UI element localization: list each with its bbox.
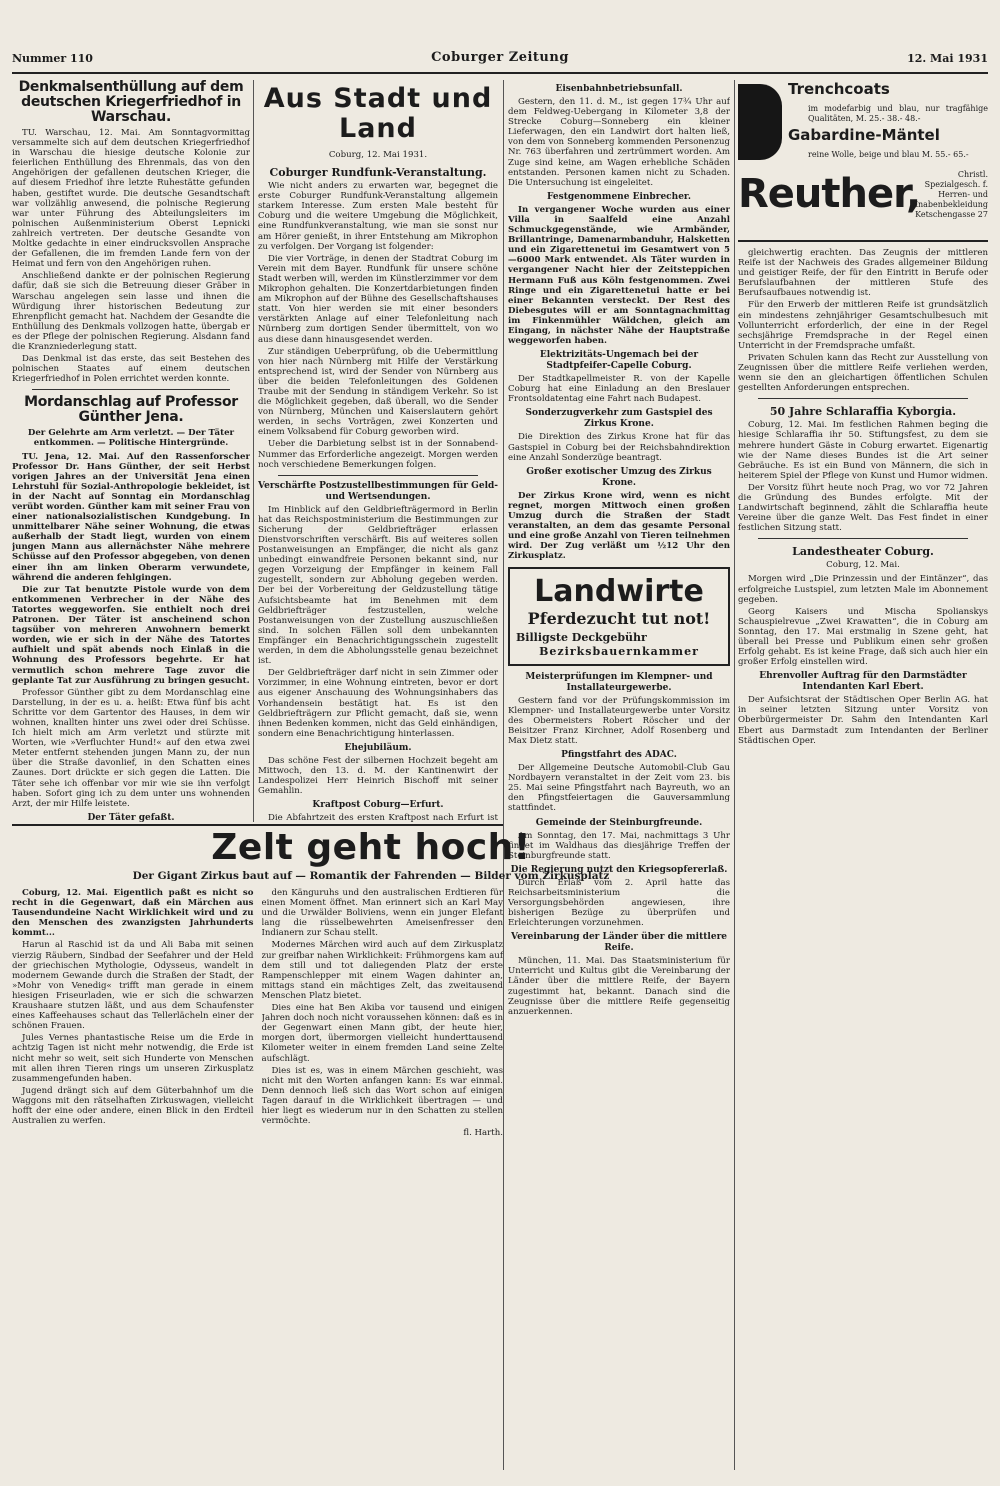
article-paragraph: Der Aufsichtsrat der Städtischen Oper Berlin AG. hat in seiner letzten Sitzung unter Vorsitz von Oberbürgermeister Dr. Sahm den Intendanten Karl Ebert aus Darmstadt zum Intendanten der Berliner Städtischen Oper.	[738, 695, 988, 746]
ad-sponsor: Bezirksbauernkammer	[539, 645, 699, 659]
article-paragraph: TU. Jena, 12. Mai. Auf den Rassenforscher Professor Dr. Hans Günther, der seit Herbst vorigen Jahres an der Universität Jena einen Lehrstuhl für Sozial-Anthropologie bekleidet, ist in der Nacht auf Sonntag ein Mordanschlag verübt worden. Günther kam mit seiner Frau von einer nationalsozialistischen Kundgebung. In unmittelbarer Nähe seiner Wohnung, die etwas außerhalb der Stadt liegt, wurden von einem jungen Mann aus allernächster Nähe mehrere Schüsse auf den Professor abgegeben, von denen einer ihn am linken Oberarm verwundete, während die anderen fehlgingen.	[12, 451, 250, 583]
article-headline: 50 Jahre Schlaraffia Kyborgia.	[769, 405, 957, 419]
feature-article-zirkus	[12, 828, 730, 1468]
article-paragraph: Durch Erlaß vom 2. April hatte das Reichsarbeitsministerium die Versorgungsbehörden angewiesen, ihre bisherigen Bezüge zu überprüfen und Erleichterungen vorzunehmen.	[508, 877, 730, 929]
article-paragraph: Georg Kaisers und Mischa Spolianskys Schauspielrevue „Zwei Krawatten“, die in Coburg am Sonntag, den 17. Mai erstmalig in Szene geht, hat überall bei Presse und Publikum einen sehr großen Erfolg gehabt. Es ist keine Frage, daß sich auch hier ein großer Erfolg einstellen wird.	[738, 606, 988, 668]
article-paragraph: gleichwertig erachten. Das Zeugnis der mittleren Reife ist der Nachweis des Grades allgemeiner Bildung und geistiger Reife, der für den Eintritt in Berufe oder Berufslaufbahnen der mittleren Stufe des Berufsaufbaues notwendig ist.	[738, 248, 988, 299]
article-paragraph: Für den Erwerb der mittleren Reife ist grundsätzlich ein mindestens zehnjähriger Gesamtschulbesuch mit Vollunterricht erforderlich, der eine in der Regel sechsjährige Fremdsprache in der Regel einen Unterricht in der Fremdsprache umfaßt.	[738, 300, 988, 351]
article-paragraph: Das Denkmal ist das erste, das seit Bestehen des polnischen Staates auf einem deutschen Kriegerfriedhof in Polen errichtet werden konnte.	[12, 354, 250, 385]
article-headline: Ehrenvoller Auftrag für den Darmstädter Intendanten Karl Ebert.	[759, 671, 967, 693]
masthead	[12, 50, 988, 74]
article-paragraph: Der Geldbriefträger darf nicht in sein Zimmer oder Vorzimmer, in eine Wohnung eintreten, bevor er dort aus eigener Anschauung des Wohnungsinhabers das Vorhandensein bestätigt hat. Es ist den Geldbriefträgern zur Pflicht gemacht, daß sie, wenn ihnen Bedenken kommen, nicht das Geld einhändigen, sondern eine Benachrichtigung hinterlassen.	[258, 668, 498, 739]
article-headline: Meisterprüfungen im Klempner- und Installateurgewerbe.	[525, 671, 713, 693]
ad-trench-desc: im modefarbig und blau, nur tragfähige Qualitäten, M. 25.- 38.- 48.-	[808, 104, 988, 123]
article-paragraph: Dies ist es, was in einem Märchen geschieht, was nicht mit den Worten anfangen kann: Es war einmal. Denn dennoch ließ sich das Wort schon auf einigen Tagen darauf in die Wirklichkeit übertragen — und hier liegt es wiederum nur in den Schatten zu stellen vermöchte.	[261, 1065, 503, 1127]
article-paragraph: Der Vorsitz führt heute noch Prag, wo vor 72 Jahren die Gründung des Bundes erfolgte. Mit der Landwirtschaft beginnend, zählt die Schlaraffia heute Vereine über die ganze Welt. Das Fest findet in einer festlichen Sitzung statt.	[738, 482, 988, 534]
article-paragraph: München, 11. Mai. Das Staatsministerium für Unterricht und Kultus gibt die Vereinbarung der Länder über die mittlere Reife, der Bayern zugestimmt hat, bekannt. Danach sind die Zeugnisse über die mittlere Reife gegenseitig anzuerkennen.	[508, 956, 730, 1017]
feature-headline: Zelt geht hoch!	[211, 828, 531, 868]
article-headline: Festgenommene Einbrecher.	[547, 191, 691, 202]
article-paragraph: In vergangener Woche wurden aus einer Villa in Saalfeld eine Anzahl Schmuckgegenstände, wie Armbänder, Brillantringe, Damenarmbanduhr, Halsketten und ein Zigarettenetui im Gesamtwert von 5—6000 Mark entwendet. Als Täter wurden in vergangener Nacht hier der Zeitsteppichen Hermann Fuß aus Köln festgenommen. Zwei Ringe und ein Zigarettenetui hatte er bei einer Bekannten versteckt. Der Rest des Diebesgutes will er am Sonntagnachmittag im Finkenmühler Wäldchen, gleich am Eingang, in nächster Nähe der Hauptstraße weggeworfen haben.	[508, 204, 730, 347]
article-paragraph: Professor Günther gibt zu dem Mordanschlag eine Darstellung, in der es u. a. heißt: Etwa fünf bis acht Schritte vor dem Gartentor des Hauses, in dem wir wohnen, knallten hinter uns zwei oder drei Schüsse. Ich hielt mich am Arm verletzt und stürzte mit Worten, wie »Verfluchter Hund!« auf den etwa zwei Meter entfernt stehenden jungen Mann zu, der nun über die Straße davonlief, in den Schatten eines Zaunes. Dort drückte er sich gegen die Latten. Die Täter sehe ich offenbar vor mir wie sie ihn verfolgt haben. Sofort ging ich zu dem unter uns wohnenden Arzt, der mir Hilfe leistete.	[12, 687, 250, 809]
article-paragraph: Zur ständigen Ueberprüfung, ob die Uebermittlung von hier nach Nürnberg mit Hilfe der Verstärkung entsprechend ist, wird der Sender von Nürnberg aus über die beiden Telefonleitungen des Goldenen Traube mit der Sendung in ständigem Verkehr. So ist die Möglichkeit gegeben, daß überall, wo die Sender von Nürnberg, München und Kaiserslautern gehört werden, in sechs Vorträgen, zwei Konzerten und einem Volksabend für Coburg geworben wird.	[258, 346, 498, 438]
article-paragraph: Der Zirkus Krone wird, wenn es nicht regnet, morgen Mittwoch einen großen Umzug durch die Straßen der Stadt veranstalten, an dem das gesamte Personal und eine große Anzahl von Tieren teilnehmen wird. Der Zug verläßt um ½12 Uhr den Zirkusplatz.	[508, 490, 730, 562]
advertisement-landwirte	[508, 567, 730, 665]
article-paragraph: Das schöne Fest der silbernen Hochzeit begeht am Mittwoch, den 13. d. M. der Kantinenwirt der Landespolizei Herr Heinrich Bischoff mit seiner Gemahlin.	[258, 755, 498, 797]
article-paragraph: Jugend drängt sich auf dem Güterbahnhof um die Waggons mit den rätselhaften Zirkuswagen, vielleicht hofft der eine oder andere, einen Blick in den Erdteil Australien zu werfen.	[12, 1085, 254, 1127]
section-rule	[12, 824, 503, 826]
article-headline: Denkmalsenthüllung auf dem deutschen Kriegerfriedhof in Warschau.	[18, 80, 244, 125]
article-paragraph: Die Abfahrtzeit des ersten Kraftpost nach Erfurt ist	[268, 813, 498, 822]
article-headline: Mordanschlag auf Professor Günther Jena.	[24, 394, 238, 426]
article-paragraph: Gestern fand vor der Prüfungskommission im Klempner- und Installateurgewerbe unter Vorsitz des Obermeisters Robert Röscher und der Beisitzer Franz Kirchner, Adolf Rosenberg und Max Dietz statt.	[508, 695, 730, 746]
article-headline: Sonderzugverkehr zum Gastspiel des Zirkus Krone.	[525, 408, 713, 430]
ad-address: Christl. Spezialgesch. f. Herren- und Knabenbekleidung Ketschengasse 27	[911, 170, 988, 219]
article-paragraph: Morgen wird „Die Prinzessin und der Eintänzer“, das erfolgreiche Lustspiel, zum letzten Male im Abonnement gegeben.	[738, 574, 988, 605]
feature-column	[12, 888, 254, 1468]
column-1	[12, 80, 250, 822]
column-2	[258, 80, 498, 822]
section-headline: Aus Stadt und Land	[263, 83, 493, 144]
article-paragraph: Der Allgemeine Deutsche Automobil-Club Gau Nordbayern veranstaltet in der Zeit vom 23. bis 25. Mai seine Pfingstfahrt nach Bayreuth, wo an den Pfingstfeiertagen die Gauversammlung stattfindet.	[508, 763, 730, 814]
author-signature: fl. Harth.	[463, 1128, 503, 1139]
ad-text: Billigste Deckgebühr	[516, 631, 647, 645]
divider	[758, 398, 968, 399]
article-paragraph: Wie nicht anders zu erwarten war, begegnet die erste Coburger Rundfunk-Veranstaltung allgemein starkem Interesse. Zum ersten Male besteht für Coburg und die weitere Umgebung die Möglichkeit, eine Rundfunkveranstaltung, wie man sie sonst nur am Hörer genießt, in ihrer Entstehung am Mikrophon zu verfolgen. Der Vorgang ist folgender:	[258, 181, 498, 252]
article-paragraph: TU. Warschau, 12. Mai. Am Sonntagvormittag versammelte sich auf dem deutschen Kriegerfriedhof in Warschau die hiesige deutsche Kolonie zur feierlichen Enthüllung des Ehrenmals, das von den Angehörigen der gefallenen deutschen Krieger, die auf diesem Friedhof ihre letzte Ruhestätte gefunden haben, gestiftet wurde. Die deutsche Gesandtschaft war vollzählig anwesend, die polnische Regierung war unter Führung des Abteilungsleiters im polnischen Außenministerium Oberst Lepnicki zahlreich vertreten. Der deutsche Gesandte von Moltke gedachte in einer eindrucksvollen Ansprache der Gefallenen, die im fremden Lande fern von der Heimat und fern von den Angehörigen ruhen.	[12, 128, 250, 270]
ad-title: Landwirte	[534, 574, 704, 610]
divider	[758, 538, 968, 539]
dateline: Coburg, 12. Mai 1931.	[328, 150, 428, 160]
article-headline: Elektrizitäts-Ungemach bei der Stadtpfeifer-Capelle Coburg.	[539, 350, 699, 372]
article-headline: Die Regierung nutzt den Kriegsopfererlaß.	[510, 864, 728, 875]
article-headline: Großer exotischer Umzug des Zirkus Krone.	[526, 466, 712, 488]
article-paragraph: Jules Vernes phantastische Reise um die Erde in achtzig Tagen ist nicht mehr notwendig, die Erde ist nicht mehr so weit, seit sich Hunderte von Menschen mit allen ihren Tieren rings um unseren Zirkusplatz zusammengefunden haben.	[12, 1033, 254, 1084]
advertisement-reuther	[738, 80, 988, 242]
ad-gabardine-title: Gabardine-Mäntel	[788, 126, 940, 144]
article-subheadline: Der Gelehrte am Arm verletzt. — Der Täter entkommen. — Politische Hintergründe.	[27, 428, 235, 449]
article-paragraph: Die vier Vorträge, in denen der Stadtrat Coburg im Verein mit dem Bayer. Rundfunk für unsere schöne Stadt werben will, werden im Künstlerzimmer vor dem Mikrophon gehalten. Die Konzertdarbietungen finden am Mikrophon auf der Bühne des Gesellschaftshauses statt. Von hier werden sie mit einer besonders verstärkten Anlage auf einer Telefonleitung nach Nürnberg zum dortigen Sender übermittelt, von wo aus diese dann hinausgesendet werden.	[258, 253, 498, 345]
article-headline: Landestheater Coburg.	[792, 545, 934, 559]
column-divider	[734, 80, 735, 1470]
divider	[32, 389, 230, 390]
article-paragraph: Die zur Tat benutzte Pistole wurde von dem entkommenen Verbrecher in der Nähe des Tatortes weggeworfen. Sie enthielt noch drei Patronen. Der Täter ist anscheinend schon tagsüber von mehreren Anwohnern bemerkt worden, wie er sich in der Nähe des Tatortes aufhielt und spät abends noch Einlaß in die Wohnung des Professors begehrte. Er hat vermutlich schon mehrere Tage zuvor die geplante Tat zur Ausführung zu bringen gesucht.	[12, 584, 250, 686]
article-headline: Vereinbarung der Länder über die mittlere Reife.	[510, 932, 728, 954]
feature-column	[262, 888, 504, 1468]
article-paragraph: Dies eine hat Ben Akiba vor tausend und einigen Jahren doch noch nicht voraussehen können: daß es in der Gegenwart einen Mann gibt, der heute hier, morgen dort, übermorgen vielleicht hunderttausend Kilometer weiter in einem fremden Land seine Zelte aufschlägt.	[261, 1003, 503, 1064]
article-headline: Ehejubiläum.	[344, 742, 412, 753]
feature-subheadline: Der Gigant Zirkus baut auf — Romantik der Fahrenden — Bilder vom Zirkusplatz	[132, 870, 610, 882]
article-headline: Pfingstfahrt des ADAC.	[561, 750, 677, 761]
newspaper-title: Coburger Zeitung	[431, 50, 569, 65]
ad-trench-title: Trenchcoats	[788, 80, 890, 98]
article-headline: Kraftpost Coburg—Erfurt.	[312, 800, 444, 811]
article-paragraph: Die Direktion des Zirkus Krone hat für das Gastspiel in Coburg bei der Reichsbahndirektion eine Anzahl Sonderzüge beantragt.	[508, 432, 730, 463]
dateline: Coburg, 12. Mai.	[826, 560, 900, 571]
feature-columns	[12, 888, 503, 1468]
article-headline: Eisenbahnbetriebsunfall.	[555, 84, 683, 94]
column-4	[738, 80, 988, 1470]
issue-number: Nummer 110	[12, 52, 93, 65]
article-paragraph: Coburg, 12. Mai. Im festlichen Rahmen beging die hiesige Schlaraffia ihr 50. Stiftungsfest, zu dem sie mehrere hundert Gäste in Coburg erwartet. Eigenartig wie der Name dieses Bundes ist die Art seiner Gebräuche. Es ist ein Bund von Männern, die sich in heiterem Spiel der Pflege von Kunst und Humor widmen.	[738, 420, 988, 481]
article-paragraph: Im Hinblick auf den Geldbriefträgermord in Berlin hat das Reichspostministerium die Bestimmungen zur Sicherung der Geldbriefträger erlassen Dienstvorschriften verschärft. Bis auf weiteres sollen Postanweisungen an Empfänger, die nicht als ganz unbedingt einwandfreie Personen bekannt sind, nur gegen Vorzeigung der Empfänger in keinem Fall zugestellt, sondern zur Abholung gegeben werden. Der bei der Vorbereitung der Geldzustellung tätige Aufsichtsbeamte hat im Benehmen mit dem Geldbriefträger festzustellen, welche Postanweisungen von der Zustellung auszuschließen sind. In solchen Fällen soll dem unbekannten Empfänger ein Benachrichtigungsschein zugestellt werden, in dem die Abholungsstelle genau bezeichnet ist.	[258, 504, 498, 667]
article-headline: Der Täter gefaßt.	[87, 812, 175, 822]
p-logo-icon	[738, 84, 782, 160]
column-divider	[253, 80, 254, 822]
article-paragraph: Privaten Schulen kann das Recht zur Ausstellung von Zeugnissen über die mittlere Reife verliehen werden, wenn sie den an gleichartigen öffentlichen Schulen gestellten Anforderungen entsprechen.	[738, 352, 988, 394]
issue-date: 12. Mai 1931	[907, 52, 988, 65]
ad-gabardine-desc: reine Wolle, beige und blau M. 55.- 65.-	[808, 150, 969, 159]
article-headline: Gemeinde der Steinburgfreunde.	[535, 817, 703, 828]
article-paragraph: Am Sonntag, den 17. Mai, nachmittags 3 Uhr findet im Waldhaus das diesjährige Treffen der Steinburgfreunde statt.	[508, 830, 730, 861]
article-paragraph: Gestern, den 11. d. M., ist gegen 17¾ Uhr auf dem Feldweg-Uebergang in Kilometer 3,8 der Strecke Coburg—Sonneberg ein kleiner Lieferwagen, den ein Landwirt dort halten ließ, von dem von Sonneberg kommenden Personenzug Nr. 763 überfahren und zertrümmert worden. Am Zuge sind keine, am Wagen erhebliche Schäden entstanden. Personen kamen nicht zu Schaden. Die Untersuchung ist eingeleitet.	[508, 97, 730, 188]
ad-slogan: Pferdezucht tut not!	[527, 609, 711, 629]
ad-brand-name: Reuther,	[738, 171, 921, 217]
article-paragraph: Ueber die Darbietung selbst ist in der Sonnabend-Nummer das Erforderliche angezeigt. Morgen werden noch verschiedene Bemerkungen folgen.	[258, 439, 498, 470]
article-paragraph: Der Stadtkapellmeister R. von der Kapelle Coburg hat eine Einladung an den Breslauer Frontsoldatentag eine Fahrt nach Budapest.	[508, 374, 730, 405]
article-headline: Coburger Rundfunk-Veranstaltung.	[269, 166, 487, 180]
divider	[278, 475, 478, 476]
article-headline: Verschärfte Postzustellbestimmungen für Geld- und Wertsendungen.	[258, 480, 498, 502]
article-paragraph: den Känguruhs und den australischen Erdtieren für einen Moment öffnet. Man erinnert sich an Karl May und die Urwälder Boliviens, wenn ein junger Elefant lang die rüsselbewehrten Ameisenfresser den Indianern zur Schau stellt.	[261, 888, 503, 939]
article-paragraph: Coburg, 12. Mai. Eigentlich paßt es nicht so recht in die Gegenwart, daß ein Märchen aus Tausendundeine Nacht Wirklichkeit wird und zu den Menschen des zwanzigsten Jahrhunderts kommt...	[12, 888, 254, 939]
article-paragraph: Harun al Raschid ist da und Ali Baba mit seinen vierzig Räubern, Sindbad der Seefahrer und der Held der griechischen Mythologie, Odysseus, wandelt in modernem Gewande durch die Straßen der Stadt, der »Mohr von Venedig« trifft man gerade in einem hiesigen Friseurladen, wie er sich die schwarzen Kraushaare stutzen läßt, und aus dem Schaufenster eines Kaffeehauses schaut das Tellerlächeln einer der schönen Frauen.	[12, 940, 254, 1032]
article-paragraph: Anschließend dankte er der polnischen Regierung dafür, daß sie sich die Betreuung dieser Gräber in Warschau angelegen sein lasse und ihnen die Würdigung ihrer historischen Bedeutung zur Ehrenpflicht gemacht hat. Nachdem der Gesandte die Enthüllung des Denkmals vollzogen hatte, übergab er es der Pflege der polnischen Regierung. Alsdann fand die Kranzniederlegung statt.	[12, 271, 250, 352]
article-paragraph: Modernes Märchen wird auch auf dem Zirkusplatz zur greifbar nahen Wirklichkeit: Frühmorgens kam auf dem still und tot daliegenden Platz der erste Rampenschlepper mit einem Wagen dahinter an, mittags stand ein mächtiges Zelt, das zweitausend Menschen Platz bietet.	[261, 940, 503, 1001]
